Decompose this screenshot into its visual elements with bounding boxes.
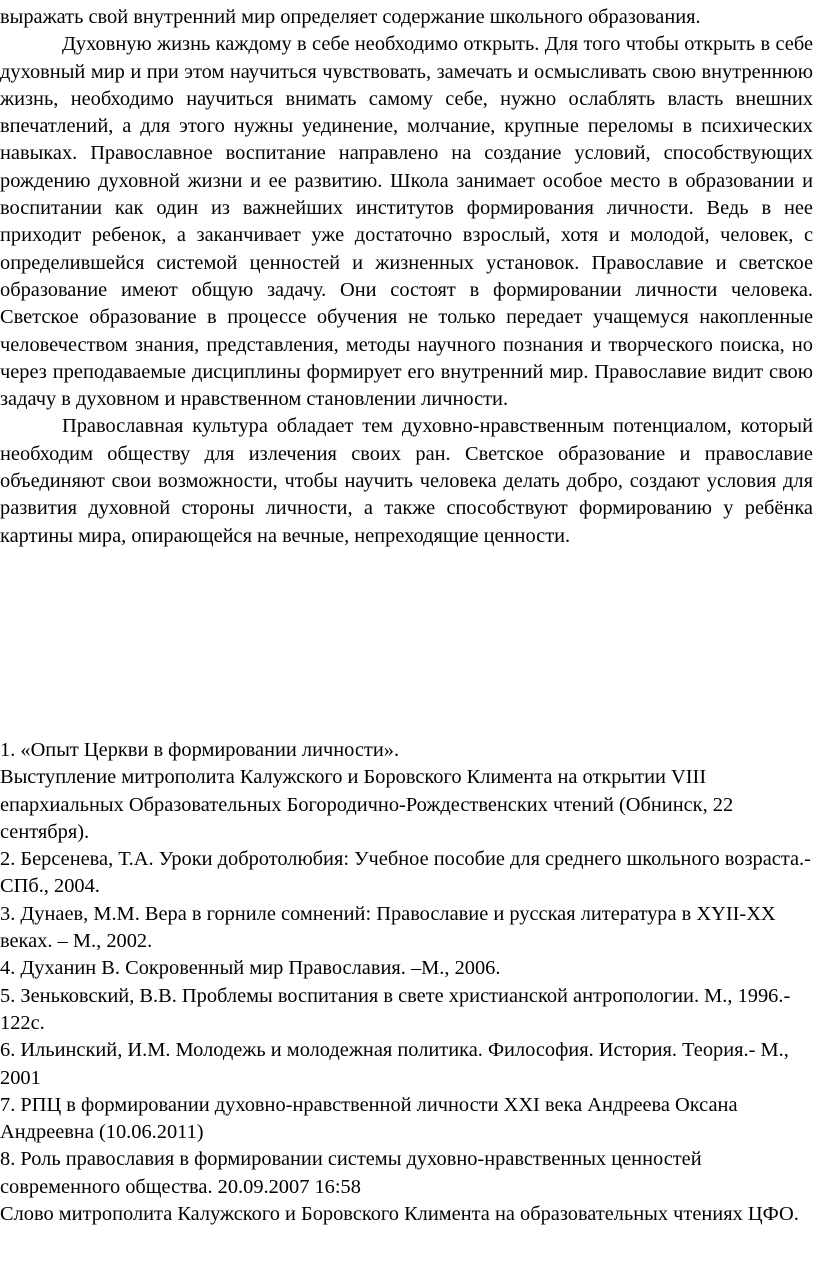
references-list xyxy=(0,737,816,1228)
paragraph-spiritual-life: Духовную жизнь каждому в себе необходимо открыть. Для того чтобы открыть в себе духовный мир и при этом научиться чувствовать, замечать и осмысливать свою внутреннюю жизнь, необходимо научиться внимать самому себе, нужно ослаблять власть внешних впечатлений, а для этого нужны уединение, молчание, крупные переломы в психических навыках. Православное воспитание направлено на создание условий, способствующих рождению духовной жизни и ее развитию. Школа занимает особое место в образовании и воспитании как один из важнейших институтов формирования личности. Ведь в нее приходит ребенок, а заканчивает уже достаточно взрослый, хотя и молодой, человек, с определившейся системой ценностей и жизненных установок. Православие и светское образование имеют общую задачу. Они состоят в формировании личности человека. Светское образование в процессе обучения не только передает учащемуся накопленные человечеством знания, представления, методы научного познания и творческого поиска, но через преподаваемые дисциплины формирует его внутренний мир. Православие видит свою задачу в духовном и нравственном становлении личности. xyxy=(0,33,813,411)
paragraph-orthodox-culture: Православная культура обладает тем духовно-нравственным потенциалом, который необходим обществу для излечения своих ран. Светское образование и православие объединяют свои возможности, чтобы научить человека делать добро, создают условия для развития духовной стороны личности, а также способствуют формированию у ребёнка картины мира, опирающейся на вечные, непреходящие ценности. xyxy=(0,415,813,547)
paragraph-continuation: выражать свой внутренний мир определяет содержание школьного образования. xyxy=(0,6,701,28)
reference-item: 1. «Опыт Церкви в формировании личности». xyxy=(0,739,400,761)
reference-item: Слово митрополита Калужского и Боровского Климента на образовательных чтениях ЦФО. xyxy=(0,1203,799,1226)
body-text xyxy=(0,4,813,550)
reference-item: 5. Зеньковский, В.В. Проблемы воспитания в свете христианской антропологии. М., 1996.- 122с. xyxy=(0,984,791,1034)
reference-item: 3. Дунаев, М.М. Вера в горниле сомнений: Православие и русская литература в XYII-XX веках. – М., 2002. xyxy=(0,902,776,953)
reference-item: 2. Берсенева, Т.А. Уроки добротолюбия: Учебное пособие для среднего школьного возраста.- СПб., 2004. xyxy=(0,848,811,898)
reference-item: 7. РПЦ в формировании духовно-нравственной личности XXI века Андреева Оксана Андреевна (10.06.2011) xyxy=(0,1093,738,1144)
reference-item: 8. Роль православия в формировании системы духовно-нравственных ценностей современного общества. 20.09.2007 16:58 xyxy=(0,1148,702,1198)
reference-item: 4. Духанин В. Сокровенный мир Православия. –М., 2006. xyxy=(0,957,501,980)
reference-item: Выступление митрополита Калужского и Боровского Климента на открытии VIII епархиальных Образовательных Богородично-Рождественских чтений (Обнинск, 22 сентября). xyxy=(0,766,734,843)
reference-item: 6. Ильинский, И.М. Молодежь и молодежная политика. Философия. История. Теория.- М., 2001 xyxy=(0,1039,789,1089)
